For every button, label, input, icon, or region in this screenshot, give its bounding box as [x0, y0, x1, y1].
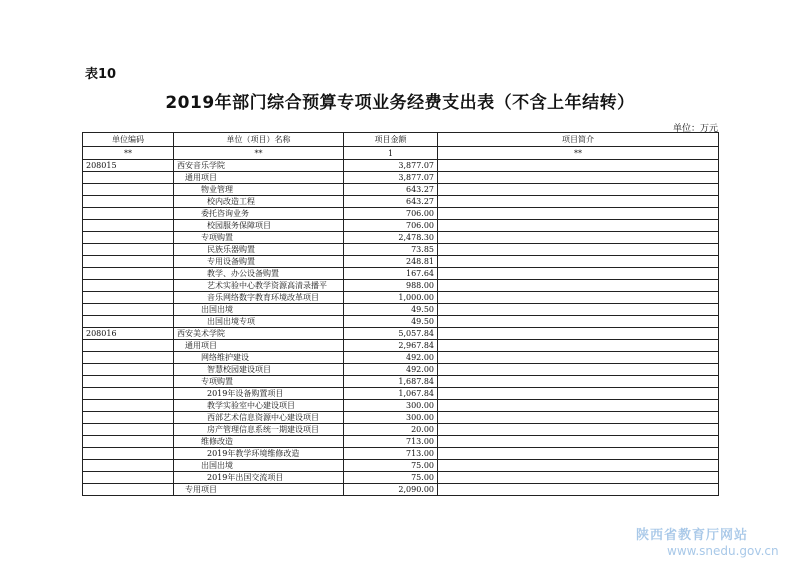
code-cell: ** [83, 147, 174, 160]
table-row [83, 316, 719, 328]
table-row [83, 364, 719, 376]
amount-cell: 300.00 [344, 400, 438, 412]
unit-code-cell [83, 484, 174, 496]
unit-name-cell: 西安音乐学院 [174, 160, 344, 172]
amount-cell: 988.00 [344, 280, 438, 292]
table-number: 表10 [85, 67, 117, 82]
table-row [83, 184, 719, 196]
intro-cell [438, 376, 719, 388]
intro-cell [438, 256, 719, 268]
intro-cell [438, 268, 719, 280]
intro-cell [438, 412, 719, 424]
amount-cell: 248.81 [344, 256, 438, 268]
table-row [83, 196, 719, 208]
amount-cell: 2,090.00 [344, 484, 438, 496]
intro-cell [438, 220, 719, 232]
intro-cell [438, 232, 719, 244]
unit-code-cell [83, 196, 174, 208]
unit-code-cell [83, 172, 174, 184]
unit-name-cell: 物业管理 [174, 184, 344, 196]
amount-cell: 73.85 [344, 244, 438, 256]
unit-name-cell: 2019年教学环境维修改造 [174, 448, 344, 460]
unit-code-cell [83, 268, 174, 280]
intro-cell [438, 316, 719, 328]
amount-cell: 713.00 [344, 436, 438, 448]
intro-cell [438, 196, 719, 208]
unit-code-cell [83, 340, 174, 352]
table-row [83, 376, 719, 388]
unit-name-cell: 委托咨询业务 [174, 208, 344, 220]
amount-cell: 49.50 [344, 304, 438, 316]
unit-code-cell [83, 220, 174, 232]
table-row [83, 472, 719, 484]
unit-code-cell [83, 448, 174, 460]
table-row [83, 268, 719, 280]
unit-code-cell [83, 388, 174, 400]
unit-code-cell [83, 244, 174, 256]
table-row [83, 448, 719, 460]
amount-cell: 706.00 [344, 220, 438, 232]
intro-cell [438, 208, 719, 220]
watermark-text: 陕西省教育厅网站 [636, 528, 749, 543]
unit-code-cell [83, 436, 174, 448]
unit-name-cell: 校园服务保障项目 [174, 220, 344, 232]
budget-table [82, 132, 719, 496]
unit-name-cell: 通用项目 [174, 340, 344, 352]
table-row [83, 244, 719, 256]
amount-cell: 1,067.84 [344, 388, 438, 400]
amount-cell: 643.27 [344, 184, 438, 196]
amount-cell: 20.00 [344, 424, 438, 436]
watermark-url: www.snedu.gov.cn [667, 544, 779, 558]
intro-cell [438, 328, 719, 340]
unit-code-cell [83, 304, 174, 316]
table-row [83, 388, 719, 400]
table-row [83, 424, 719, 436]
amount-cell: 75.00 [344, 472, 438, 484]
table-row [83, 304, 719, 316]
table-row [83, 412, 719, 424]
code-cell: 1 [344, 147, 438, 160]
unit-code-cell [83, 364, 174, 376]
amount-cell: 75.00 [344, 460, 438, 472]
amount-cell: 492.00 [344, 364, 438, 376]
header-unit-code: 单位编码 [83, 133, 174, 147]
amount-cell: 3,877.07 [344, 160, 438, 172]
unit-code-cell [83, 472, 174, 484]
amount-cell: 713.00 [344, 448, 438, 460]
unit-code-cell [83, 460, 174, 472]
unit-name-cell: 专项购置 [174, 232, 344, 244]
table-row [83, 484, 719, 496]
unit-code-cell [83, 256, 174, 268]
table-row [83, 280, 719, 292]
intro-cell [438, 304, 719, 316]
amount-cell: 5,057.84 [344, 328, 438, 340]
unit-name-cell: 出国出境专项 [174, 316, 344, 328]
unit-code-cell [83, 424, 174, 436]
amount-cell: 643.27 [344, 196, 438, 208]
amount-cell: 167.64 [344, 268, 438, 280]
amount-cell: 706.00 [344, 208, 438, 220]
unit-name-cell: 智慧校园建设项目 [174, 364, 344, 376]
unit-name-cell: 音乐网络数字教育环境改革项目 [174, 292, 344, 304]
amount-cell: 3,877.07 [344, 172, 438, 184]
unit-name-cell: 艺术实验中心教学资源高清录播平 [174, 280, 344, 292]
unit-name-cell: 房产管理信息系统一期建设项目 [174, 424, 344, 436]
amount-cell: 1,687.84 [344, 376, 438, 388]
unit-label: 单位：万元 [672, 124, 718, 134]
header-unit-name: 单位（项目）名称 [174, 133, 344, 147]
column-code-row [83, 147, 719, 160]
unit-code-cell [83, 292, 174, 304]
intro-cell [438, 160, 719, 172]
intro-cell [438, 472, 719, 484]
table-row [83, 436, 719, 448]
intro-cell [438, 172, 719, 184]
intro-cell [438, 292, 719, 304]
unit-name-cell: 教学、办公设备购置 [174, 268, 344, 280]
intro-cell [438, 436, 719, 448]
intro-cell [438, 424, 719, 436]
table-row [83, 160, 719, 172]
unit-name-cell: 西部艺术信息资源中心建设项目 [174, 412, 344, 424]
intro-cell [438, 352, 719, 364]
unit-name-cell: 教学实验室中心建设项目 [174, 400, 344, 412]
table-row [83, 256, 719, 268]
unit-name-cell: 网络维护建设 [174, 352, 344, 364]
amount-cell: 49.50 [344, 316, 438, 328]
table-row [83, 460, 719, 472]
table-row [83, 328, 719, 340]
unit-name-cell: 2019年设备购置项目 [174, 388, 344, 400]
unit-name-cell: 通用项目 [174, 172, 344, 184]
code-cell: ** [438, 147, 719, 160]
unit-code-cell [83, 316, 174, 328]
unit-code-cell [83, 280, 174, 292]
header-amount: 项目金额 [344, 133, 438, 147]
amount-cell: 1,000.00 [344, 292, 438, 304]
intro-cell [438, 400, 719, 412]
unit-code-cell [83, 208, 174, 220]
unit-name-cell: 出国出境 [174, 460, 344, 472]
header-intro: 项目简介 [438, 133, 719, 147]
table-row [83, 352, 719, 364]
table-row [83, 208, 719, 220]
table-row [83, 172, 719, 184]
table-row [83, 232, 719, 244]
table-header-row [83, 133, 719, 147]
unit-name-cell: 2019年出国交流项目 [174, 472, 344, 484]
amount-cell: 2,478.30 [344, 232, 438, 244]
table-row [83, 340, 719, 352]
intro-cell [438, 364, 719, 376]
unit-name-cell: 专项购置 [174, 376, 344, 388]
table-row [83, 220, 719, 232]
amount-cell: 492.00 [344, 352, 438, 364]
intro-cell [438, 460, 719, 472]
unit-code-cell: 208015 [83, 160, 174, 172]
unit-name-cell: 维修改造 [174, 436, 344, 448]
amount-cell: 2,967.84 [344, 340, 438, 352]
code-cell: ** [174, 147, 344, 160]
table-row [83, 292, 719, 304]
intro-cell [438, 388, 719, 400]
unit-name-cell: 西安美术学院 [174, 328, 344, 340]
intro-cell [438, 280, 719, 292]
intro-cell [438, 448, 719, 460]
amount-cell: 300.00 [344, 412, 438, 424]
unit-code-cell [83, 352, 174, 364]
table-body [83, 160, 719, 496]
unit-code-cell: 208016 [83, 328, 174, 340]
unit-code-cell [83, 232, 174, 244]
intro-cell [438, 184, 719, 196]
page-title: 2019年部门综合预算专项业务经费支出表（不含上年结转） [165, 93, 635, 113]
unit-name-cell: 专用设备购置 [174, 256, 344, 268]
intro-cell [438, 484, 719, 496]
intro-cell [438, 340, 719, 352]
unit-name-cell: 专用项目 [174, 484, 344, 496]
unit-code-cell [83, 412, 174, 424]
unit-code-cell [83, 376, 174, 388]
unit-code-cell [83, 400, 174, 412]
unit-name-cell: 出国出境 [174, 304, 344, 316]
intro-cell [438, 244, 719, 256]
unit-name-cell: 校内改造工程 [174, 196, 344, 208]
unit-name-cell: 民族乐器购置 [174, 244, 344, 256]
unit-code-cell [83, 184, 174, 196]
table-row [83, 400, 719, 412]
